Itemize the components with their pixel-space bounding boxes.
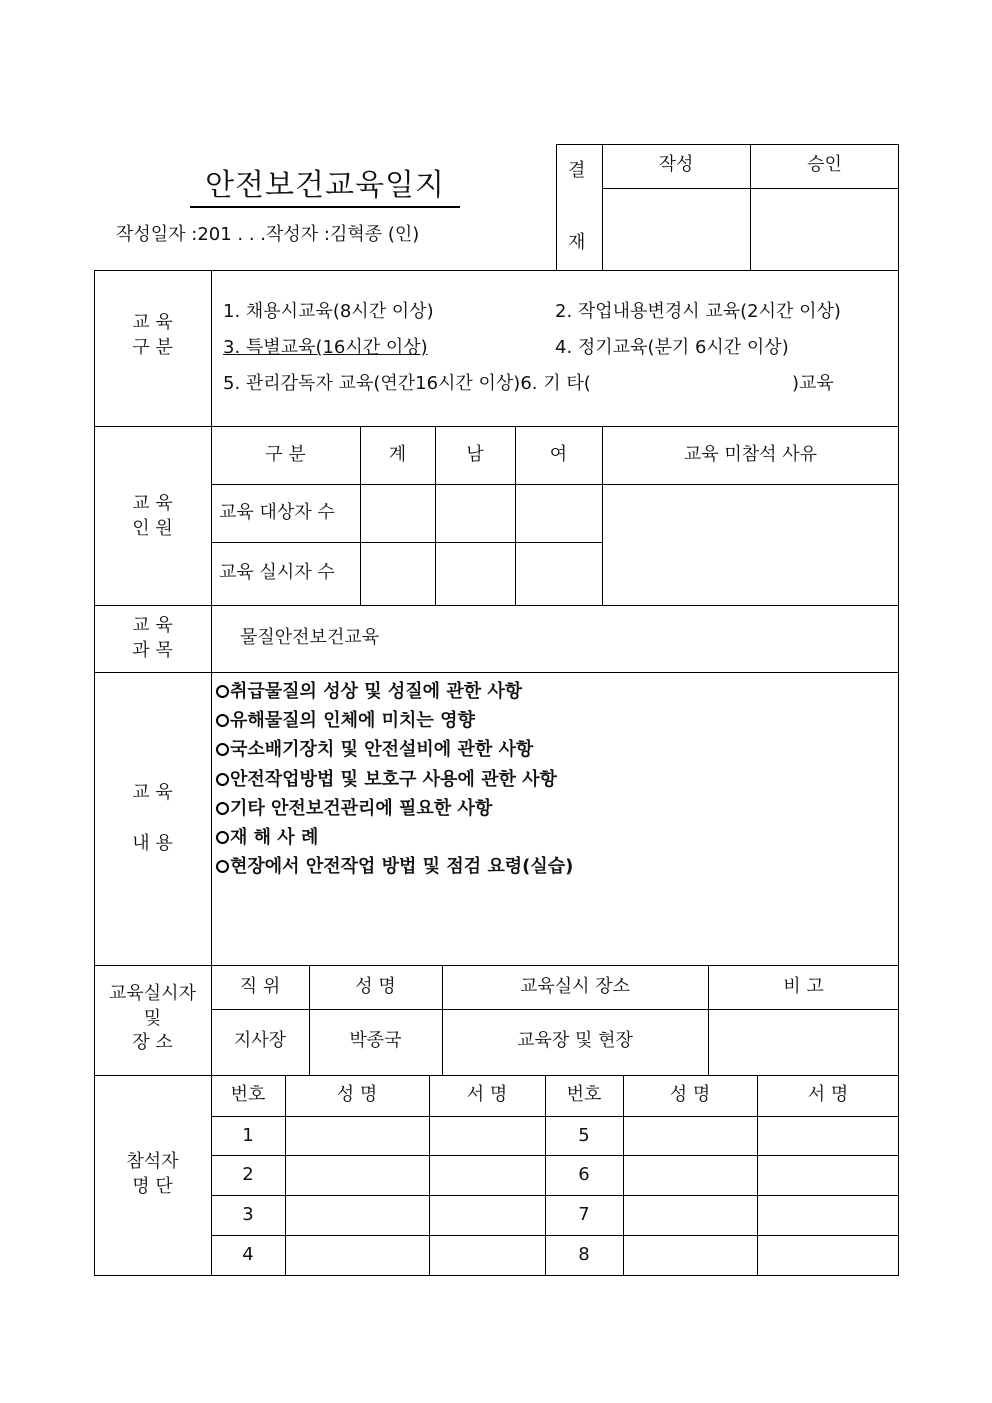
edu-content-item: 유해물질의 인체에 미치는 영향 <box>216 710 475 732</box>
edu-content-item: 재 해 사 례 <box>216 827 318 849</box>
circle-bullet-icon <box>216 802 229 815</box>
attendees-header-no-right: 번호 <box>566 1084 602 1105</box>
edu-people-header-female: 여 <box>549 444 568 465</box>
attendees-label-2: 명 단 <box>132 1176 173 1197</box>
edu-content-label-2: 내 용 <box>132 833 173 854</box>
attendee-number: 5 <box>578 1125 590 1146</box>
edu-type-label-2: 구 분 <box>132 337 173 358</box>
approval-kyul-label: 결 <box>568 160 586 181</box>
circle-bullet-icon <box>216 860 229 873</box>
instructor-header-place: 교육실시 장소 <box>519 976 631 997</box>
edu-content-item: 취급물질의 성상 및 성질에 관한 사항 <box>216 681 522 703</box>
edu-subject-label-2: 과 목 <box>132 640 173 661</box>
edu-content-item: 국소배기장치 및 안전설비에 관한 사항 <box>216 739 533 761</box>
edu-people-label-2: 인 원 <box>132 518 173 539</box>
edu-type-option-1[interactable]: 1. 채용시교육(8시간 이상) <box>223 301 434 322</box>
instructor-header-position: 직 위 <box>239 976 281 997</box>
instructor-header-note: 비 고 <box>783 976 824 997</box>
edu-subject-value: 물질안전보건교육 <box>240 627 380 648</box>
approval-write-label: 작성 <box>658 154 694 175</box>
attendee-number: 4 <box>242 1244 254 1265</box>
document-title: 안전보건교육일지 <box>190 168 460 208</box>
attendee-number: 6 <box>578 1164 590 1185</box>
circle-bullet-icon <box>216 743 229 756</box>
edu-type-label-1: 교 육 <box>132 312 173 333</box>
attendee-number: 3 <box>242 1204 254 1225</box>
edu-type-option-5-6[interactable]: 5. 관리감독자 교육(연간16시간 이상)6. 기 타( <box>223 373 591 394</box>
circle-bullet-icon <box>216 714 229 727</box>
edu-people-row-target: 교육 대상자 수 <box>219 502 335 523</box>
attendee-number: 7 <box>578 1204 590 1225</box>
attendee-number: 8 <box>578 1244 590 1265</box>
edu-people-header-absence-reason: 교육 미참석 사유 <box>683 444 818 465</box>
edu-people-header-total: 계 <box>388 444 407 465</box>
edu-type-option-2[interactable]: 2. 작업내용변경시 교육(2시간 이상) <box>555 301 841 322</box>
instructor-label-1: 교육실시자 <box>109 983 196 1004</box>
edu-people-header-male: 남 <box>466 444 484 465</box>
edu-type-option-4[interactable]: 4. 정기교육(분기 6시간 이상) <box>555 337 789 358</box>
instructor-place-value: 교육장 및 현장 <box>517 1030 633 1051</box>
approval-jae-label: 재 <box>568 232 586 253</box>
attendees-header-name-left: 성 명 <box>336 1084 378 1105</box>
instructor-position-value: 지사장 <box>233 1030 287 1051</box>
attendee-number: 2 <box>242 1164 254 1185</box>
edu-content-item: 기타 안전보건관리에 필요한 사항 <box>216 798 492 820</box>
approval-approve-sign-cell[interactable] <box>751 189 898 269</box>
attendees-header-sign-right: 서 명 <box>807 1084 849 1105</box>
attendees-label-1: 참석자 <box>126 1151 179 1172</box>
edu-content-label-1: 교 육 <box>132 782 173 803</box>
circle-bullet-icon <box>216 831 229 844</box>
instructor-header-name: 성 명 <box>355 976 396 997</box>
circle-bullet-icon <box>216 773 229 786</box>
approval-write-sign-cell[interactable] <box>603 189 750 269</box>
edu-content-item: 현장에서 안전작업 방법 및 점검 요령(실습) <box>216 856 573 878</box>
edu-people-header-category: 구 분 <box>265 444 306 465</box>
attendee-number: 1 <box>242 1125 254 1146</box>
date-author-line: 작성일자 :201 . . .작성자 :김혁종 (인) <box>116 224 420 245</box>
edu-subject-label-1: 교 육 <box>132 615 173 636</box>
edu-type-option-3[interactable]: 3. 특별교육(16시간 이상) <box>223 337 428 358</box>
circle-bullet-icon <box>216 685 229 698</box>
edu-content-item: 안전작업방법 및 보호구 사용에 관한 사항 <box>216 769 557 791</box>
instructor-label-2: 및 <box>143 1008 162 1029</box>
edu-people-row-actual: 교육 실시자 수 <box>219 562 335 583</box>
edu-people-label-1: 교 육 <box>132 493 173 514</box>
edu-type-option-6-suffix: )교육 <box>792 373 834 394</box>
instructor-label-3: 장 소 <box>132 1032 173 1053</box>
attendees-header-no-left: 번호 <box>230 1084 266 1105</box>
instructor-name-value: 박종국 <box>349 1030 402 1051</box>
approval-approve-label: 승인 <box>807 154 842 175</box>
attendees-header-sign-left: 서 명 <box>466 1084 508 1105</box>
attendees-header-name-right: 성 명 <box>669 1084 711 1105</box>
